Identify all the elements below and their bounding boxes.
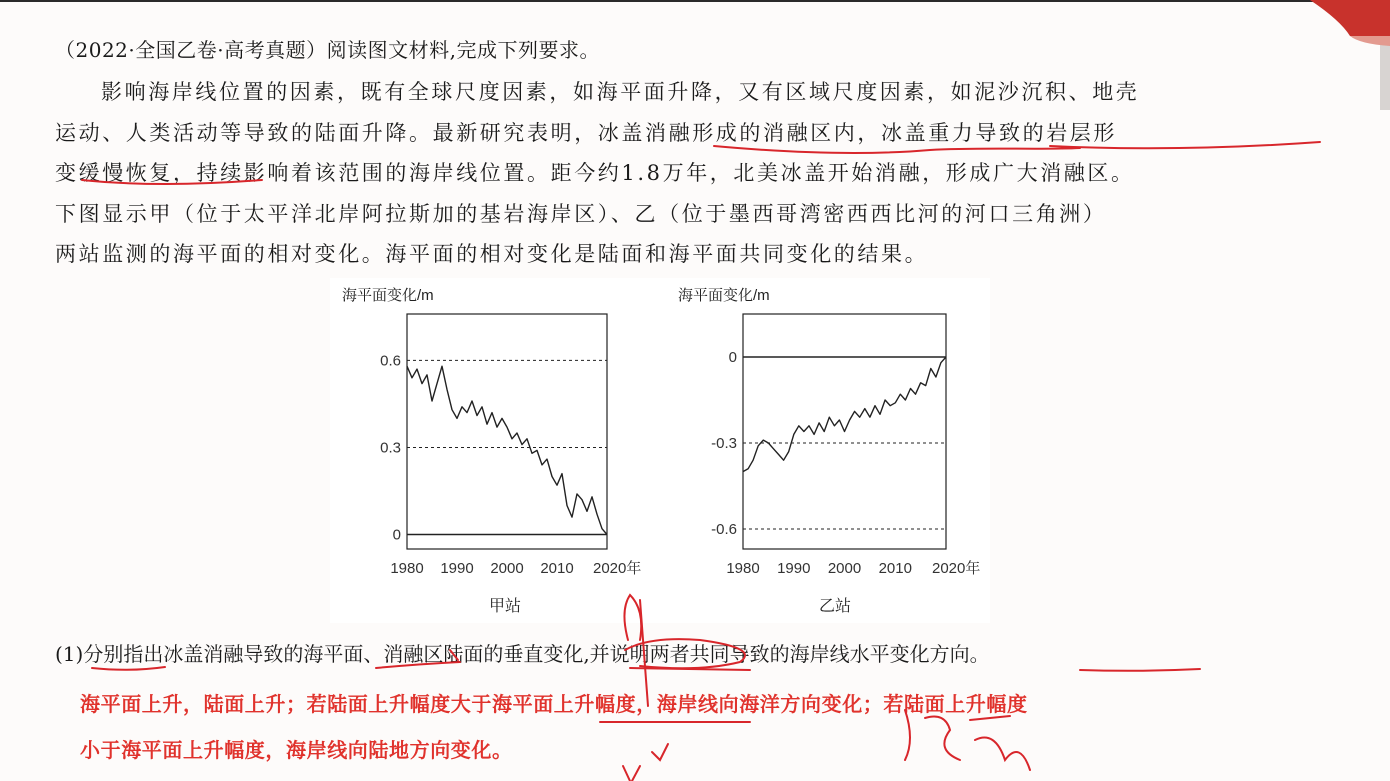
x-tick-label: 1990 xyxy=(777,560,811,577)
plot-frame xyxy=(407,314,607,549)
paragraph-line: 两站监测的海平面的相对变化。海平面的相对变化是陆面和海平面共同变化的结果。 xyxy=(55,242,929,266)
chart-title: 甲站 xyxy=(488,598,522,615)
y-tick-label: 0.3 xyxy=(380,439,401,457)
y-tick-label: -0.6 xyxy=(711,520,737,538)
y-axis-label: 海平面变化/m xyxy=(678,287,770,304)
ink-scribble xyxy=(905,710,1030,770)
x-tick-label: 2020年 xyxy=(593,560,642,577)
ink-underline xyxy=(92,667,165,670)
sub-question-1: (1)分别指出冰盖消融导致的海平面、消融区陆面的垂直变化,并说明两者共同导致的海岸线水平变化方向。 xyxy=(55,642,990,666)
ink-scribble xyxy=(623,766,640,781)
chart-title: 乙站 xyxy=(818,598,852,615)
x-tick-label: 2000 xyxy=(827,560,862,577)
x-tick-label: 2010 xyxy=(540,560,574,577)
question-source: （2022·全国乙卷·高考真题）阅读图文材料,完成下列要求。 xyxy=(55,38,600,62)
paragraph-line: 运动、人类活动等导致的陆面升降。最新研究表明，冰盖消融形成的消融区内，冰盖重力导致的岩层形 xyxy=(55,120,1117,145)
x-tick-label: 1980 xyxy=(726,560,760,577)
y-tick-label: -0.3 xyxy=(711,434,737,452)
y-tick-label: 0 xyxy=(392,526,401,544)
y-tick-label: 0 xyxy=(728,348,737,366)
x-tick-label: 2000 xyxy=(490,560,524,577)
y-axis-label: 海平面变化/m xyxy=(342,287,434,304)
material-paragraph xyxy=(55,72,1345,275)
paragraph-line: 变缓慢恢复，持续影响着该范围的海岸线位置。距今约1.8万年，北美冰盖开始消融，形成广大消融区。 xyxy=(55,161,1135,185)
ink-check xyxy=(652,744,668,760)
y-tick-label: 0.6 xyxy=(380,352,401,370)
x-tick-label: 1980 xyxy=(390,560,424,577)
sea-level-series-line xyxy=(407,366,607,534)
paragraph-line: 下图显示甲（位于太平洋北岸阿拉斯加的基岩海岸区）、乙（位于墨西哥湾密西西比河的河口三角洲） xyxy=(55,201,1107,226)
sea-level-series-line xyxy=(743,357,946,472)
sea-level-figure xyxy=(330,278,990,623)
x-tick-label: 2010 xyxy=(878,560,912,577)
x-tick-label: 1990 xyxy=(440,560,474,577)
ink-underline xyxy=(630,668,750,670)
sea-level-charts xyxy=(330,278,990,623)
x-tick-label: 2020年 xyxy=(932,560,981,577)
answer-line-2: 小于海平面上升幅度，海岸线向陆地方向变化。 xyxy=(80,738,513,762)
ink-underline xyxy=(1080,669,1200,671)
answer-line-1: 海平面上升，陆面上升；若陆面上升幅度大于海平面上升幅度，海岸线向海洋方向变化；若陆面上升幅度 xyxy=(80,692,1028,716)
paragraph-line: 影响海岸线位置的因素，既有全球尺度因素，如海平面升降，又有区域尺度因素，如泥沙沉积、地壳 xyxy=(101,80,1140,104)
